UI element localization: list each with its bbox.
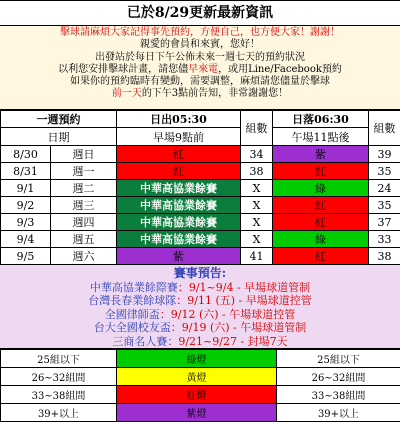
schedule-row xyxy=(1,146,400,163)
header-sunrise: 日出05:30 xyxy=(117,111,241,128)
schedule-row xyxy=(1,197,400,214)
event-info: ：9/1~9/4 - 早場球道管制 xyxy=(178,281,310,294)
row-day: 週五 xyxy=(51,231,117,248)
row-afternoon-status: 紫 xyxy=(273,146,369,163)
event-name: 台灣長春業餘球隊 xyxy=(88,294,176,307)
schedule-row xyxy=(1,248,400,265)
schedule-row xyxy=(1,231,400,248)
row-date: 8/30 xyxy=(1,146,51,163)
row-day: 週一 xyxy=(51,163,117,180)
legend-range-right: 33~38組間 xyxy=(277,386,400,404)
row-date: 9/5 xyxy=(1,248,51,265)
row-day: 週六 xyxy=(51,248,117,265)
event-info: ：9/12 (六) - 午場球道控管 xyxy=(160,308,296,321)
header-afternoon: 午場11點後 xyxy=(273,128,369,146)
row-morning-status: 中華高協業餘賽 xyxy=(117,180,241,197)
row-afternoon-count: 37 xyxy=(369,214,400,231)
row-afternoon-count: 33 xyxy=(369,231,400,248)
row-morning-status: 中華高協業餘賽 xyxy=(117,214,241,231)
notice-line-1: 擊球請麻煩大家記得事先預約，方便自己，也方便大家！謝謝！ xyxy=(4,27,396,39)
schedule-row xyxy=(1,214,400,231)
row-date: 9/3 xyxy=(1,214,51,231)
events-section xyxy=(0,265,400,349)
event-item xyxy=(0,281,400,295)
event-item xyxy=(0,294,400,308)
schedule-subheader-row xyxy=(1,128,400,146)
row-day: 週四 xyxy=(51,214,117,231)
event-info: ：9/11 (五) - 早場球道控管 xyxy=(176,294,312,307)
row-morning-count: X xyxy=(241,197,273,214)
legend-light: 黃燈 xyxy=(117,368,277,386)
row-afternoon-status: 紅 xyxy=(273,248,369,265)
legend-range-right: 26~32組間 xyxy=(277,368,400,386)
events-list xyxy=(0,281,400,349)
event-info: ：9/21~9/27 - 封場7天 xyxy=(167,335,287,348)
schedule-header-row xyxy=(1,111,400,128)
row-morning-status: 中華高協業餘賽 xyxy=(117,231,241,248)
row-afternoon-status: 紅 xyxy=(273,163,369,180)
notice-line-4c: ，或用Line/Facebook預約 xyxy=(218,64,342,75)
notice-line-5: 如果你的預約臨時有變動，需要調整，麻煩請您儘量於擊球 xyxy=(4,76,396,88)
header-week: 一週預約 xyxy=(1,111,117,128)
event-name: 中華高協業餘際賽 xyxy=(90,281,178,294)
row-date: 8/31 xyxy=(1,163,51,180)
header-count-morning: 組數 xyxy=(241,111,273,146)
row-morning-status: 紫 xyxy=(117,248,241,265)
row-afternoon-status: 紅 xyxy=(273,197,369,214)
event-item xyxy=(0,321,400,335)
legend-light: 紅燈 xyxy=(117,386,277,404)
row-morning-count: 38 xyxy=(241,163,273,180)
row-day: 週二 xyxy=(51,180,117,197)
event-name: 台大全國校友盃 xyxy=(94,321,171,334)
legend-row xyxy=(1,404,400,422)
event-item xyxy=(0,335,400,349)
row-morning-count: X xyxy=(241,180,273,197)
row-afternoon-count: 24 xyxy=(369,180,400,197)
row-afternoon-count: 39 xyxy=(369,146,400,163)
row-date: 9/2 xyxy=(1,197,51,214)
row-afternoon-count: 35 xyxy=(369,197,400,214)
legend-range-right: 25組以下 xyxy=(277,350,400,368)
legend-row xyxy=(1,350,400,368)
event-info: ：9/19 (六) - 午場球道管制 xyxy=(171,321,307,334)
schedule-row xyxy=(1,163,400,180)
header-sunset: 日落06:30 xyxy=(273,111,369,128)
row-date: 9/1 xyxy=(1,180,51,197)
legend-light: 綠燈 xyxy=(117,350,277,368)
header-count-afternoon: 組數 xyxy=(369,111,400,146)
row-afternoon-status: 綠 xyxy=(273,231,369,248)
schedule-row xyxy=(1,180,400,197)
row-morning-status: 紅 xyxy=(117,146,241,163)
legend-range-left: 39+以上 xyxy=(1,404,117,422)
notice-line-4a: 以利您安排擊球計畫，請您儘 xyxy=(58,64,188,75)
header-date: 日期 xyxy=(1,128,117,146)
legend-row xyxy=(1,386,400,404)
row-day: 週日 xyxy=(51,146,117,163)
row-afternoon-status: 紅 xyxy=(273,214,369,231)
header-morning: 早場9點前 xyxy=(117,128,241,146)
row-afternoon-status: 綠 xyxy=(273,180,369,197)
legend-table xyxy=(0,349,400,422)
event-name: 三商名人賽 xyxy=(112,335,167,348)
row-morning-count: X xyxy=(241,214,273,231)
event-name: 全國律師盃 xyxy=(105,308,160,321)
legend-light: 紫燈 xyxy=(117,404,277,422)
schedule-body xyxy=(1,146,400,265)
booking-notice xyxy=(0,26,400,110)
row-date: 9/4 xyxy=(1,231,51,248)
row-morning-count: 34 xyxy=(241,146,273,163)
notice-line-6a: 前一天 xyxy=(112,88,142,99)
event-item xyxy=(0,308,400,322)
row-morning-status: 中華高協業餘賽 xyxy=(117,197,241,214)
legend-range-left: 26~32組間 xyxy=(1,368,117,386)
legend-range-left: 25組以下 xyxy=(1,350,117,368)
legend-row xyxy=(1,368,400,386)
legend-range-left: 33~38組間 xyxy=(1,386,117,404)
schedule-table xyxy=(0,110,400,265)
row-day: 週三 xyxy=(51,197,117,214)
notice-line-4b: 早來電 xyxy=(188,64,218,75)
notice-line-6 xyxy=(4,88,396,100)
row-afternoon-count: 38 xyxy=(369,248,400,265)
row-morning-count: 41 xyxy=(241,248,273,265)
row-afternoon-count: 35 xyxy=(369,163,400,180)
events-title: 賽事預告: xyxy=(0,267,400,281)
legend-range-right: 39+以上 xyxy=(277,404,400,422)
notice-line-2: 親愛的會員和來賓，您好！ xyxy=(4,39,396,51)
row-morning-count: X xyxy=(241,231,273,248)
page-title: 已於8/29更新最新資訊 xyxy=(0,0,400,26)
notice-line-6b: 的下午3點前告知，非常謝謝您！ xyxy=(142,88,288,99)
notice-line-3: 出發站於每日下午公佈未來一週七天的預約狀況 xyxy=(4,52,396,64)
notice-line-4 xyxy=(4,64,396,76)
row-morning-status: 紅 xyxy=(117,163,241,180)
